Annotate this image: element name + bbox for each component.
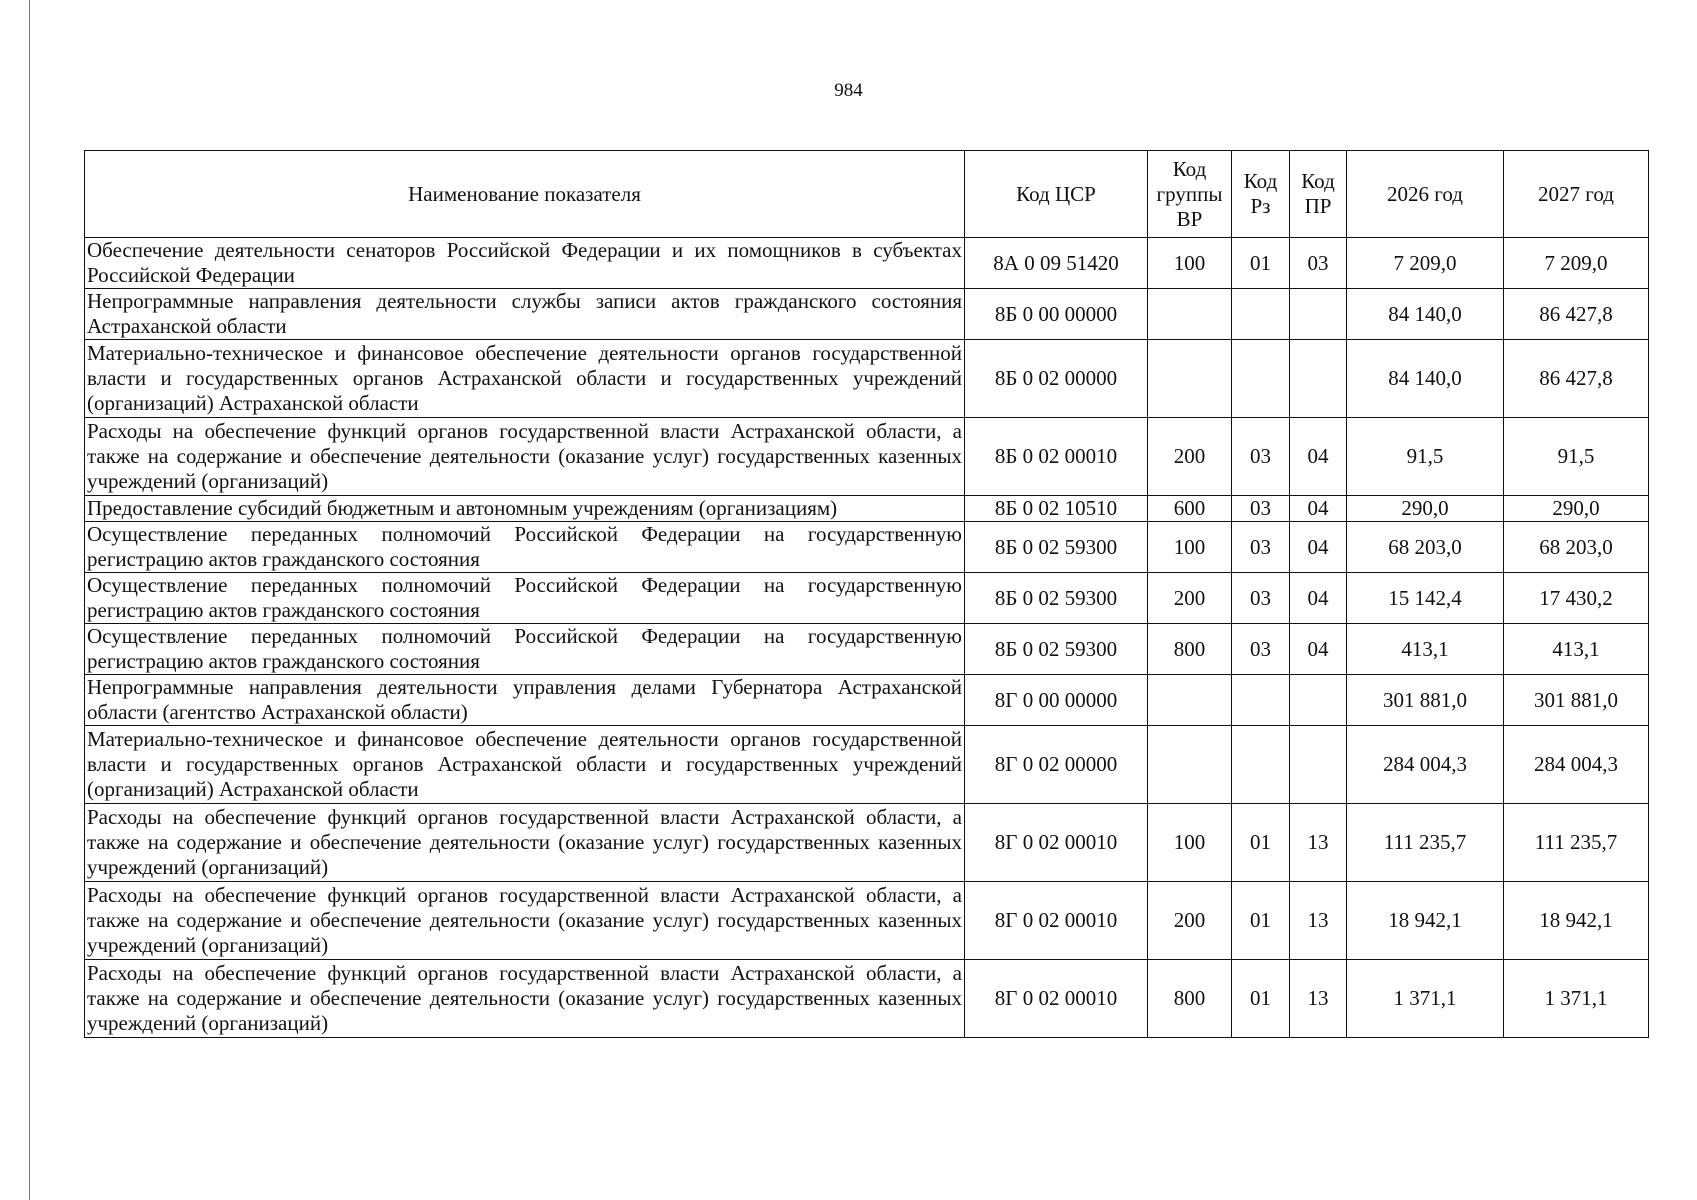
header-pr-code: Код ПР	[1290, 151, 1347, 238]
row-csr-code: 8Г 0 02 00010	[965, 882, 1148, 960]
table-body	[85, 238, 1649, 1038]
table-row	[85, 804, 1649, 882]
header-name: Наименование показателя	[85, 151, 965, 238]
row-vr-code: 100	[1148, 804, 1232, 882]
table-row	[85, 238, 1649, 289]
header-rz-code: Код Рз	[1232, 151, 1290, 238]
table-row	[85, 496, 1649, 522]
row-csr-code: 8Б 0 02 10510	[965, 496, 1148, 522]
row-vr-code: 600	[1148, 496, 1232, 522]
row-rz-code: 03	[1232, 496, 1290, 522]
table-row	[85, 960, 1649, 1038]
table-row	[85, 340, 1649, 418]
row-vr-code: 200	[1148, 573, 1232, 624]
row-value-2027: 111 235,7	[1504, 804, 1649, 882]
row-csr-code: 8Б 0 02 59300	[965, 522, 1148, 573]
row-vr-code: 100	[1148, 238, 1232, 289]
row-value-2026: 7 209,0	[1347, 238, 1504, 289]
row-pr-code: 04	[1290, 522, 1347, 573]
row-value-2026: 18 942,1	[1347, 882, 1504, 960]
row-value-2027: 17 430,2	[1504, 573, 1649, 624]
row-pr-code	[1290, 675, 1347, 726]
row-name: Осуществление переданных полномочий Российской Федерации на государственную регистрацию актов гражданского состояния	[85, 573, 965, 624]
header-year-2027: 2027 год	[1504, 151, 1649, 238]
row-rz-code: 01	[1232, 960, 1290, 1038]
row-rz-code	[1232, 726, 1290, 804]
row-name: Непрограммные направления деятельности управления делами Губернатора Астраханской области (агентство Астраханской области)	[85, 675, 965, 726]
row-pr-code: 04	[1290, 496, 1347, 522]
budget-table	[84, 150, 1649, 1038]
row-pr-code: 04	[1290, 624, 1347, 675]
row-value-2026: 290,0	[1347, 496, 1504, 522]
table-row	[85, 418, 1649, 496]
row-vr-code: 200	[1148, 418, 1232, 496]
row-value-2027: 91,5	[1504, 418, 1649, 496]
row-name: Расходы на обеспечение функций органов государственной власти Астраханской области, а также на содержание и обеспечение деятельности (оказание услуг) государственных казенных учреждений (организаций)	[85, 418, 965, 496]
row-name: Расходы на обеспечение функций органов государственной власти Астраханской области, а также на содержание и обеспечение деятельности (оказание услуг) государственных казенных учреждений (организаций)	[85, 960, 965, 1038]
row-name: Расходы на обеспечение функций органов государственной власти Астраханской области, а также на содержание и обеспечение деятельности (оказание услуг) государственных казенных учреждений (организаций)	[85, 804, 965, 882]
row-csr-code: 8Б 0 02 00010	[965, 418, 1148, 496]
row-vr-code	[1148, 289, 1232, 340]
row-pr-code: 04	[1290, 418, 1347, 496]
row-name: Материально-техническое и финансовое обеспечение деятельности органов государственной власти и государственных органов Астраханской области и государственных учреждений (организаций) Астраханской области	[85, 726, 965, 804]
row-vr-code	[1148, 340, 1232, 418]
row-csr-code: 8Г 0 02 00010	[965, 804, 1148, 882]
table-header-row	[85, 151, 1649, 238]
row-vr-code: 800	[1148, 624, 1232, 675]
row-value-2026: 301 881,0	[1347, 675, 1504, 726]
row-vr-code: 800	[1148, 960, 1232, 1038]
row-value-2027: 301 881,0	[1504, 675, 1649, 726]
row-value-2027: 18 942,1	[1504, 882, 1649, 960]
row-pr-code	[1290, 289, 1347, 340]
row-value-2027: 413,1	[1504, 624, 1649, 675]
row-value-2027: 7 209,0	[1504, 238, 1649, 289]
row-value-2026: 15 142,4	[1347, 573, 1504, 624]
row-pr-code: 04	[1290, 573, 1347, 624]
row-vr-code: 100	[1148, 522, 1232, 573]
row-rz-code	[1232, 675, 1290, 726]
table-row	[85, 573, 1649, 624]
row-value-2026: 84 140,0	[1347, 340, 1504, 418]
row-csr-code: 8А 0 09 51420	[965, 238, 1148, 289]
table-row	[85, 289, 1649, 340]
row-vr-code: 200	[1148, 882, 1232, 960]
table-row	[85, 726, 1649, 804]
row-pr-code: 13	[1290, 882, 1347, 960]
row-rz-code: 03	[1232, 522, 1290, 573]
row-name: Обеспечение деятельности сенаторов Российской Федерации и их помощников в субъектах Российской Федерации	[85, 238, 965, 289]
row-rz-code: 03	[1232, 418, 1290, 496]
row-rz-code: 01	[1232, 804, 1290, 882]
row-value-2027: 86 427,8	[1504, 340, 1649, 418]
row-value-2026: 68 203,0	[1347, 522, 1504, 573]
row-value-2027: 284 004,3	[1504, 726, 1649, 804]
page-number: 984	[834, 80, 863, 101]
header-vr-code: Код группы ВР	[1148, 151, 1232, 238]
row-pr-code: 03	[1290, 238, 1347, 289]
table-row	[85, 882, 1649, 960]
table-row	[85, 624, 1649, 675]
row-rz-code	[1232, 289, 1290, 340]
row-value-2027: 1 371,1	[1504, 960, 1649, 1038]
row-value-2027: 86 427,8	[1504, 289, 1649, 340]
row-name: Осуществление переданных полномочий Российской Федерации на государственную регистрацию актов гражданского состояния	[85, 624, 965, 675]
row-vr-code	[1148, 675, 1232, 726]
row-rz-code: 03	[1232, 624, 1290, 675]
row-value-2026: 1 371,1	[1347, 960, 1504, 1038]
row-value-2026: 413,1	[1347, 624, 1504, 675]
row-name: Предоставление субсидий бюджетным и автономным учреждениям (организациям)	[85, 496, 965, 522]
row-rz-code: 01	[1232, 238, 1290, 289]
row-pr-code	[1290, 726, 1347, 804]
row-csr-code: 8Г 0 02 00000	[965, 726, 1148, 804]
row-rz-code	[1232, 340, 1290, 418]
row-value-2027: 290,0	[1504, 496, 1649, 522]
row-csr-code: 8Г 0 02 00010	[965, 960, 1148, 1038]
header-csr-code: Код ЦСР	[965, 151, 1148, 238]
row-name: Расходы на обеспечение функций органов государственной власти Астраханской области, а также на содержание и обеспечение деятельности (оказание услуг) государственных казенных учреждений (организаций)	[85, 882, 965, 960]
row-csr-code: 8Б 0 02 59300	[965, 624, 1148, 675]
row-value-2026: 111 235,7	[1347, 804, 1504, 882]
row-name: Непрограммные направления деятельности службы записи актов гражданского состояния Астраханской области	[85, 289, 965, 340]
row-value-2027: 68 203,0	[1504, 522, 1649, 573]
page-edge-line	[29, 0, 30, 1200]
row-name: Материально-техническое и финансовое обеспечение деятельности органов государственной власти и государственных органов Астраханской области и государственных учреждений (организаций) Астраханской области	[85, 340, 965, 418]
row-csr-code: 8Б 0 02 59300	[965, 573, 1148, 624]
row-value-2026: 284 004,3	[1347, 726, 1504, 804]
row-name: Осуществление переданных полномочий Российской Федерации на государственную регистрацию актов гражданского состояния	[85, 522, 965, 573]
row-pr-code	[1290, 340, 1347, 418]
row-vr-code	[1148, 726, 1232, 804]
row-csr-code: 8Б 0 02 00000	[965, 340, 1148, 418]
row-pr-code: 13	[1290, 804, 1347, 882]
row-value-2026: 91,5	[1347, 418, 1504, 496]
table-row	[85, 522, 1649, 573]
row-rz-code: 03	[1232, 573, 1290, 624]
row-csr-code: 8Г 0 00 00000	[965, 675, 1148, 726]
table-row	[85, 675, 1649, 726]
row-value-2026: 84 140,0	[1347, 289, 1504, 340]
header-year-2026: 2026 год	[1347, 151, 1504, 238]
row-rz-code: 01	[1232, 882, 1290, 960]
row-csr-code: 8Б 0 00 00000	[965, 289, 1148, 340]
row-pr-code: 13	[1290, 960, 1347, 1038]
